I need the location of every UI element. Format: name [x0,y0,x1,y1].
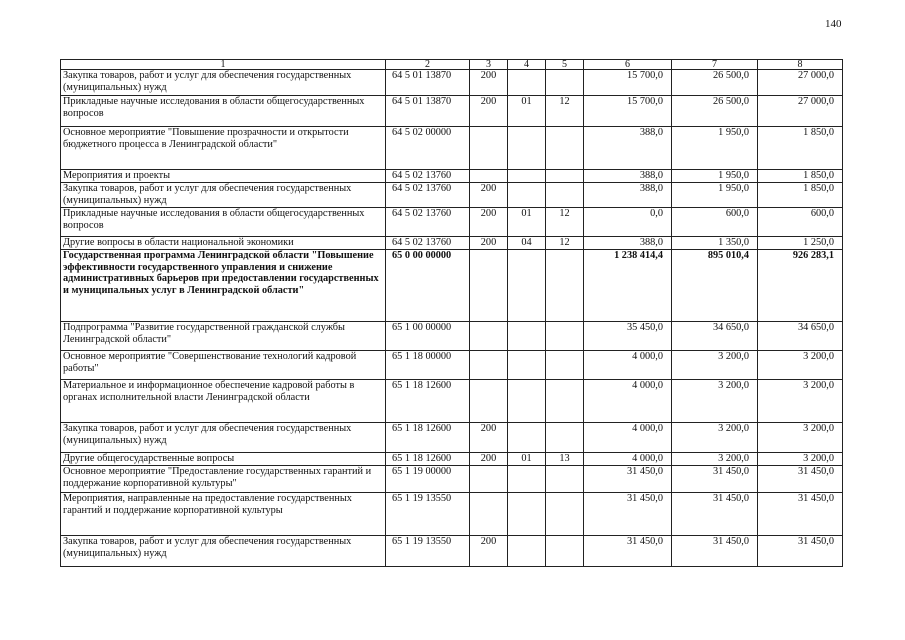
row-code: 64 5 02 13760 [386,208,470,237]
row-col4 [508,322,546,351]
row-col5: 12 [546,237,584,250]
row-value-6: 31 450,0 [584,536,672,567]
row-value-6: 388,0 [584,127,672,170]
row-name: Закупка товаров, работ и услуг для обеспечения государственных (муниципальных) нужд [61,183,386,208]
row-code: 65 0 00 00000 [386,250,470,322]
row-code: 65 1 18 12600 [386,423,470,453]
row-value-8: 3 200,0 [758,423,843,453]
row-code: 64 5 01 13870 [386,70,470,96]
row-value-7: 3 200,0 [672,380,758,423]
row-value-8: 3 200,0 [758,453,843,466]
row-value-8: 1 250,0 [758,237,843,250]
row-col5 [546,351,584,380]
row-value-6: 31 450,0 [584,493,672,536]
column-header: 8 [758,60,843,70]
row-code: 65 1 00 00000 [386,322,470,351]
table-row [61,70,843,96]
row-name: Другие вопросы в области национальной экономики [61,237,386,250]
row-col5: 12 [546,96,584,127]
row-value-7: 31 450,0 [672,466,758,493]
table-header-row [61,60,843,70]
row-col4 [508,351,546,380]
row-value-7: 1 950,0 [672,170,758,183]
row-col3 [470,170,508,183]
row-value-8: 600,0 [758,208,843,237]
row-col4 [508,493,546,536]
table-row [61,250,843,322]
row-value-6: 4 000,0 [584,351,672,380]
row-code: 65 1 18 12600 [386,453,470,466]
row-col3: 200 [470,237,508,250]
row-col4 [508,466,546,493]
row-value-7: 26 500,0 [672,70,758,96]
row-code: 64 5 02 00000 [386,127,470,170]
row-col5 [546,466,584,493]
row-col4 [508,170,546,183]
table-row [61,380,843,423]
row-value-6: 0,0 [584,208,672,237]
table-row [61,127,843,170]
row-value-7: 31 450,0 [672,536,758,567]
row-code: 65 1 19 13550 [386,493,470,536]
column-header: 1 [61,60,386,70]
row-col3 [470,493,508,536]
row-code: 65 1 19 13550 [386,536,470,567]
row-code: 64 5 02 13760 [386,170,470,183]
row-col3 [470,127,508,170]
row-col3 [470,466,508,493]
row-col5 [546,423,584,453]
row-code: 65 1 18 00000 [386,351,470,380]
row-value-6: 4 000,0 [584,423,672,453]
row-col5 [546,70,584,96]
row-col3: 200 [470,536,508,567]
row-value-8: 926 283,1 [758,250,843,322]
table-row [61,208,843,237]
row-value-7: 895 010,4 [672,250,758,322]
row-name: Мероприятия, направленные на предоставление государственных гарантий и поддержание корпоративной культуры [61,493,386,536]
row-value-7: 3 200,0 [672,453,758,466]
row-value-6: 15 700,0 [584,96,672,127]
row-col5 [546,380,584,423]
row-value-6: 388,0 [584,170,672,183]
row-col5 [546,183,584,208]
row-col5: 13 [546,453,584,466]
row-name: Закупка товаров, работ и услуг для обеспечения государственных (муниципальных) нужд [61,536,386,567]
row-col4 [508,536,546,567]
row-col4 [508,380,546,423]
row-value-7: 31 450,0 [672,493,758,536]
row-col3: 200 [470,423,508,453]
row-value-7: 600,0 [672,208,758,237]
table-row [61,493,843,536]
table-row [61,170,843,183]
row-col5 [546,250,584,322]
table-row [61,453,843,466]
row-col4: 01 [508,208,546,237]
column-header: 6 [584,60,672,70]
column-header: 7 [672,60,758,70]
row-value-7: 3 200,0 [672,423,758,453]
row-code: 65 1 18 12600 [386,380,470,423]
row-col5 [546,536,584,567]
row-value-7: 1 350,0 [672,237,758,250]
row-value-6: 35 450,0 [584,322,672,351]
row-col3: 200 [470,183,508,208]
row-value-8: 34 650,0 [758,322,843,351]
row-name: Прикладные научные исследования в области общегосударственных вопросов [61,208,386,237]
table-row [61,536,843,567]
table-row [61,96,843,127]
row-value-6: 31 450,0 [584,466,672,493]
table-row [61,351,843,380]
row-col3: 200 [470,70,508,96]
row-col3 [470,380,508,423]
row-code: 65 1 19 00000 [386,466,470,493]
row-value-8: 3 200,0 [758,351,843,380]
row-col3 [470,250,508,322]
column-header: 4 [508,60,546,70]
row-value-8: 31 450,0 [758,493,843,536]
row-value-6: 15 700,0 [584,70,672,96]
row-value-6: 4 000,0 [584,453,672,466]
row-name: Другие общегосударственные вопросы [61,453,386,466]
row-col5 [546,127,584,170]
row-value-8: 27 000,0 [758,96,843,127]
row-name: Закупка товаров, работ и услуг для обеспечения государственных (муниципальных) нужд [61,70,386,96]
row-col4: 01 [508,453,546,466]
row-col3: 200 [470,208,508,237]
row-value-6: 388,0 [584,183,672,208]
row-value-6: 4 000,0 [584,380,672,423]
row-value-8: 31 450,0 [758,466,843,493]
row-value-7: 26 500,0 [672,96,758,127]
row-code: 64 5 02 13760 [386,183,470,208]
row-name: Основное мероприятие "Предоставление государственных гарантий и поддержание корпоративной культуры" [61,466,386,493]
row-value-6: 388,0 [584,237,672,250]
row-col5 [546,322,584,351]
row-name: Подпрограмма "Развитие государственной гражданской службы Ленинградской области" [61,322,386,351]
row-value-8: 1 850,0 [758,183,843,208]
row-col3: 200 [470,453,508,466]
row-value-7: 1 950,0 [672,127,758,170]
row-code: 64 5 02 13760 [386,237,470,250]
row-col5: 12 [546,208,584,237]
row-value-7: 1 950,0 [672,183,758,208]
row-col4: 01 [508,96,546,127]
row-name: Государственная программа Ленинградской области "Повышение эффективности государственного управления и снижение административных барьеров при предоставлении государственных и муниципальных услуг в Ленинградской области" [61,250,386,322]
row-col3: 200 [470,96,508,127]
row-name: Закупка товаров, работ и услуг для обеспечения государственных (муниципальных) нужд [61,423,386,453]
row-code: 64 5 01 13870 [386,96,470,127]
page-number: 140 [825,18,842,30]
row-value-8: 27 000,0 [758,70,843,96]
column-header: 2 [386,60,470,70]
row-value-6: 1 238 414,4 [584,250,672,322]
row-value-7: 3 200,0 [672,351,758,380]
column-header: 5 [546,60,584,70]
row-value-8: 31 450,0 [758,536,843,567]
row-col4 [508,127,546,170]
row-name: Основное мероприятие "Совершенствование технологий кадровой работы" [61,351,386,380]
table-row [61,466,843,493]
budget-table [60,59,843,567]
row-value-7: 34 650,0 [672,322,758,351]
table-row [61,423,843,453]
table-row [61,183,843,208]
row-name: Прикладные научные исследования в области общегосударственных вопросов [61,96,386,127]
table-row [61,237,843,250]
row-name: Основное мероприятие "Повышение прозрачности и открытости бюджетного процесса в Ленинградской области" [61,127,386,170]
table-row [61,322,843,351]
row-value-8: 3 200,0 [758,380,843,423]
row-col4 [508,423,546,453]
row-col4 [508,183,546,208]
row-col4 [508,250,546,322]
column-header: 3 [470,60,508,70]
row-col5 [546,170,584,183]
row-col3 [470,322,508,351]
row-name: Материальное и информационное обеспечение кадровой работы в органах исполнительной власти Ленинградской области [61,380,386,423]
row-value-8: 1 850,0 [758,170,843,183]
row-col3 [470,351,508,380]
row-col4: 04 [508,237,546,250]
row-col5 [546,493,584,536]
row-col4 [508,70,546,96]
row-name: Мероприятия и проекты [61,170,386,183]
row-value-8: 1 850,0 [758,127,843,170]
